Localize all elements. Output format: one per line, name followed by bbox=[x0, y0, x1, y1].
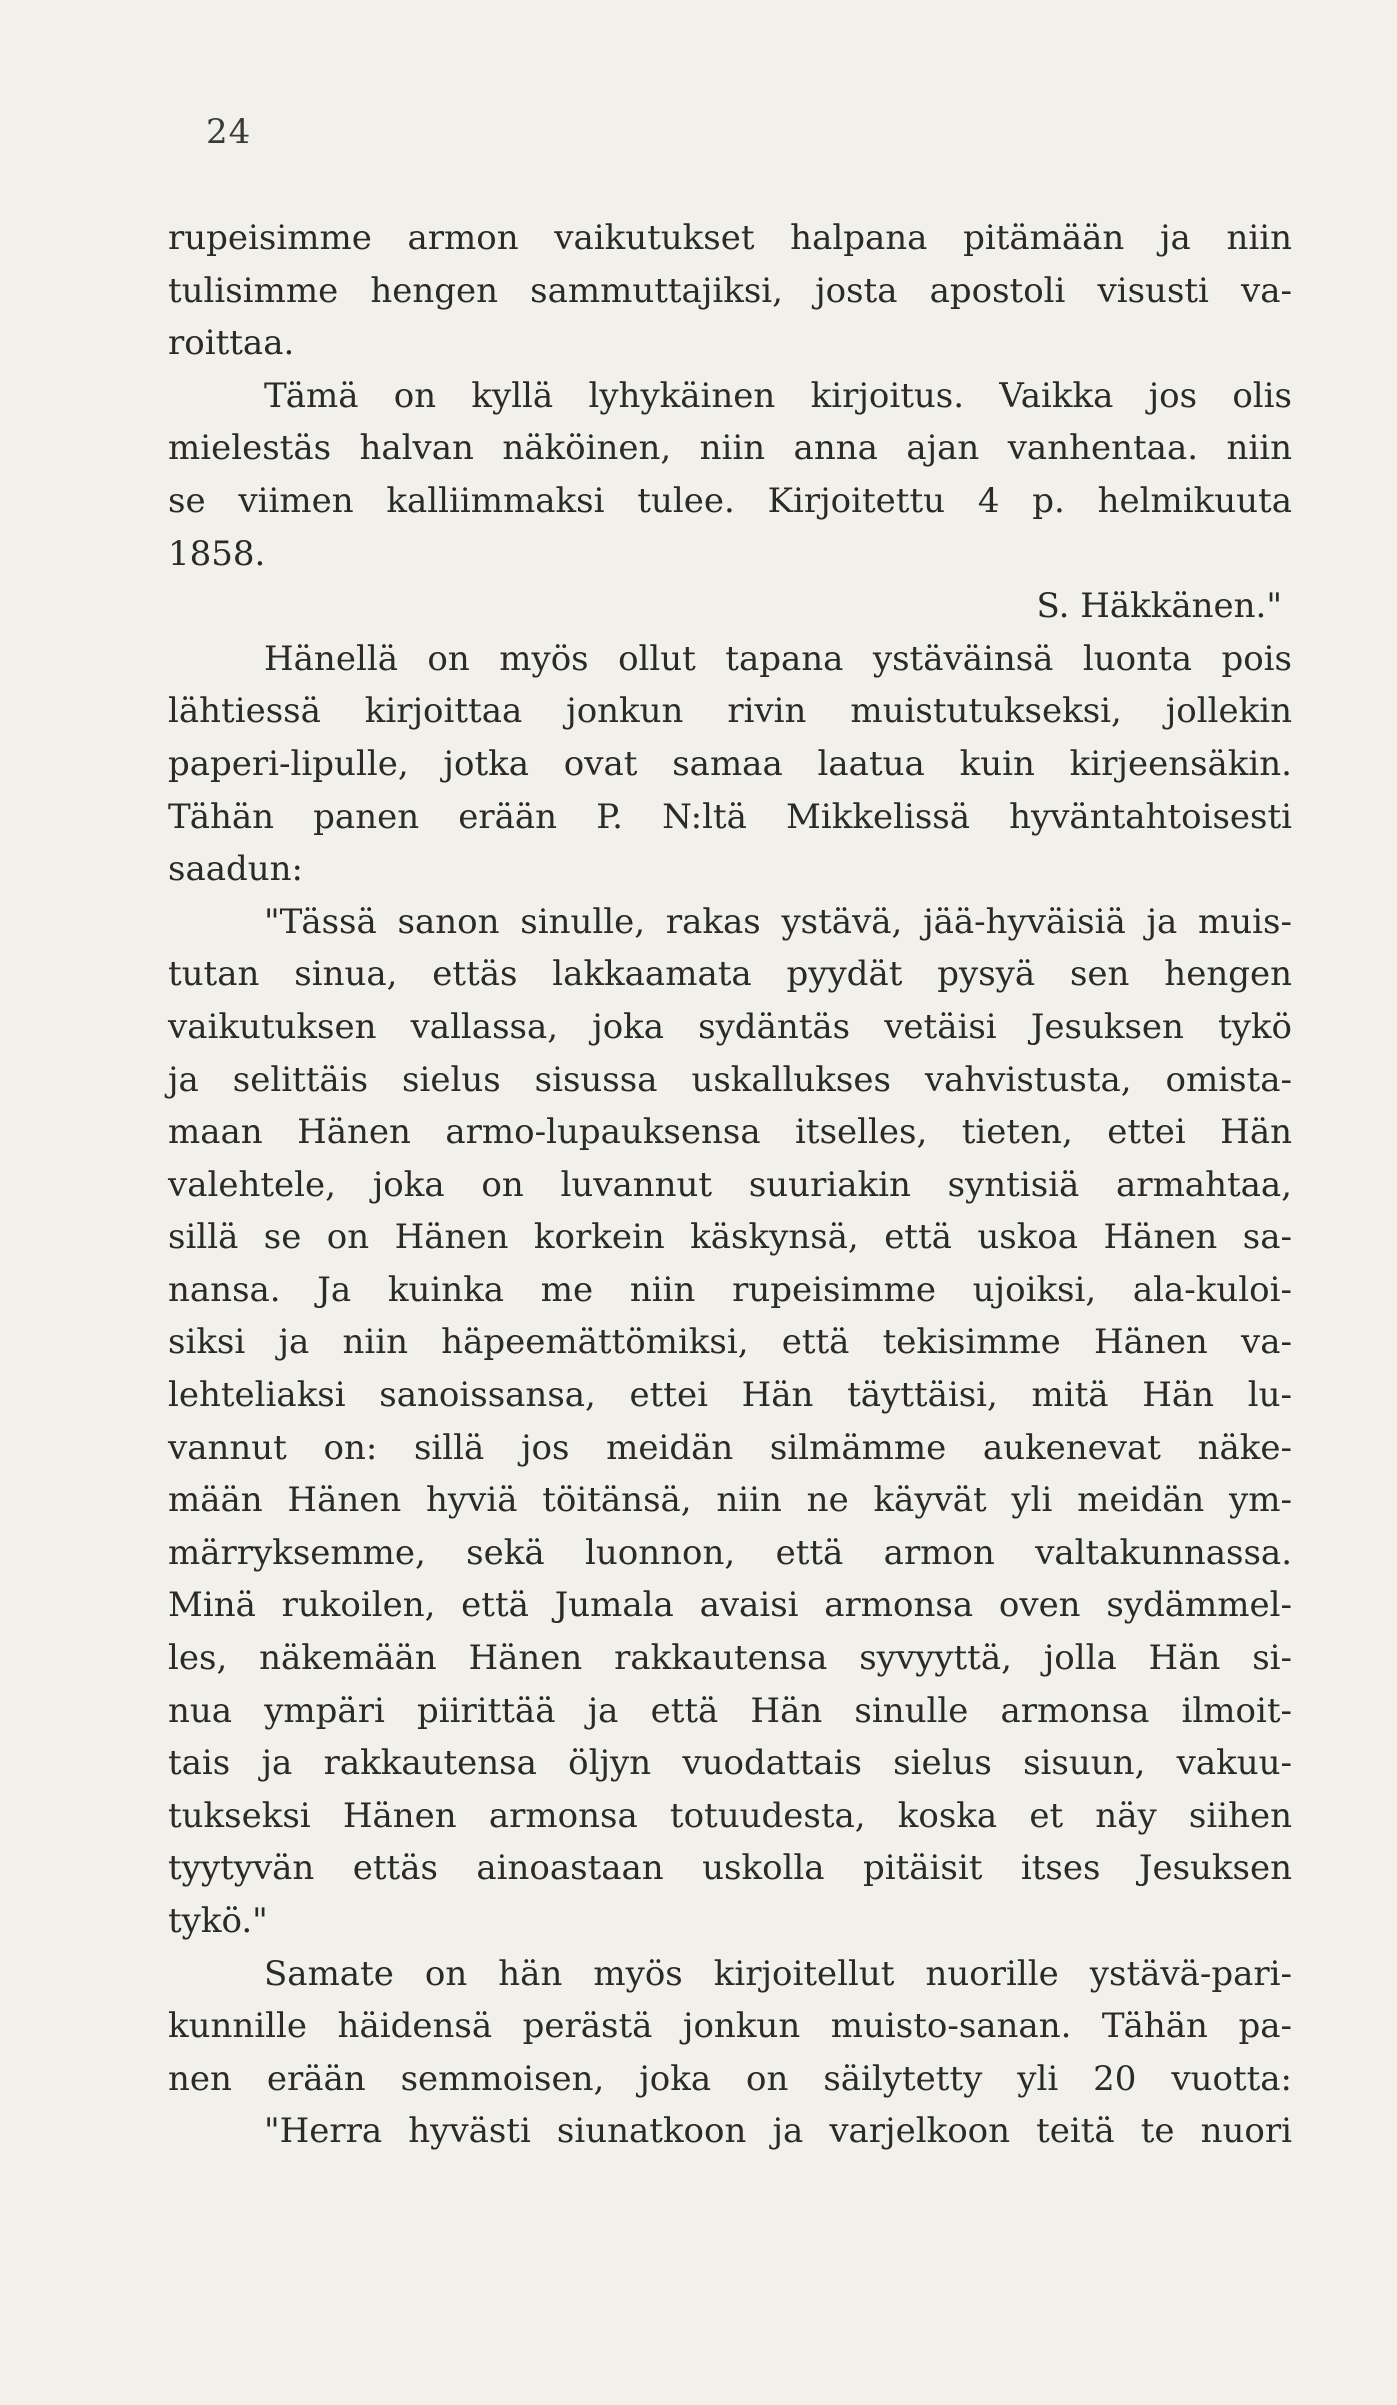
text-line: Hänellä on myös ollut tapana ystäväinsä luonta pois bbox=[264, 638, 1292, 679]
text-line: "Herra hyvästi siunatkoon ja varjelkoon teitä te nuori bbox=[264, 2111, 1292, 2152]
text-line: nansa. Ja kuinka me niin rupeisimme ujoiksi, ala-kuloi- bbox=[168, 1269, 1292, 1310]
text-line: Tähän panen erään P. N:ltä Mikkelissä hyväntahtoisesti bbox=[168, 796, 1292, 837]
text-line: tais ja rakkautensa öljyn vuodattais sielus sisuun, vakuu- bbox=[168, 1743, 1292, 1784]
text-line: saadun: bbox=[168, 849, 304, 890]
text-line: se viimen kalliimmaksi tulee. Kirjoitettu 4 p. helmikuuta bbox=[168, 480, 1292, 521]
text-line: märryksemme, sekä luonnon, että armon valtakunnassa. bbox=[168, 1532, 1292, 1573]
page-number: 24 bbox=[206, 112, 252, 152]
text-line: Tämä on kyllä lyhykäinen kirjoitus. Vaikka jos olis bbox=[264, 375, 1292, 416]
text-line: valehtele, joka on luvannut suuriakin syntisiä armahtaa, bbox=[168, 1164, 1292, 1205]
text-line: tulisimme hengen sammuttajiksi, josta apostoli visusti va- bbox=[168, 270, 1292, 311]
text-line: nua ympäri piirittää ja että Hän sinulle armonsa ilmoit- bbox=[168, 1690, 1292, 1731]
text-line: paperi-lipulle, jotka ovat samaa laatua kuin kirjeensäkin. bbox=[168, 743, 1292, 784]
text-line: rupeisimme armon vaikutukset halpana pitämään ja niin bbox=[168, 218, 1292, 258]
text-line: vannut on: sillä jos meidän silmämme aukenevat näke- bbox=[168, 1427, 1292, 1468]
text-line: mään Hänen hyviä töitänsä, niin ne käyvät yli meidän ym- bbox=[168, 1480, 1292, 1521]
signature-line: S. Häkkänen." bbox=[1036, 586, 1282, 627]
text-line: les, näkemään Hänen rakkautensa syvyyttä, jolla Hän si- bbox=[168, 1638, 1292, 1679]
text-line: maan Hänen armo-lupauksensa itselles, tieten, ettei Hän bbox=[168, 1112, 1292, 1153]
text-line: siksi ja niin häpeemättömiksi, että tekisimme Hänen va- bbox=[168, 1322, 1292, 1363]
text-line: vaikutuksen vallassa, joka sydäntäs vetäisi Jesuksen tykö bbox=[168, 1006, 1292, 1047]
text-line: Samate on hän myös kirjoitellut nuorille ystävä-pari- bbox=[264, 1953, 1292, 1994]
text-line: lähtiessä kirjoittaa jonkun rivin muistutukseksi, jollekin bbox=[168, 691, 1292, 732]
text-line: ja selittäis sielus sisussa uskallukses vahvistusta, omista- bbox=[168, 1059, 1292, 1100]
text-line: kunnille häidensä perästä jonkun muisto-sanan. Tähän pa- bbox=[168, 2006, 1292, 2047]
text-line: "Tässä sanon sinulle, rakas ystävä, jää-hyväisiä ja muis- bbox=[264, 901, 1292, 942]
body-text bbox=[168, 212, 1292, 2158]
text-line: tykö." bbox=[168, 1901, 268, 1941]
text-line: roittaa. bbox=[168, 323, 295, 364]
text-line: lehteliaksi sanoissansa, ettei Hän täyttäisi, mitä Hän lu- bbox=[168, 1375, 1292, 1416]
text-line: tukseksi Hänen armonsa totuudesta, koska et näy siihen bbox=[168, 1795, 1292, 1836]
text-line: Minä rukoilen, että Jumala avaisi armonsa oven sydämmel- bbox=[168, 1585, 1292, 1626]
text-line: sillä se on Hänen korkein käskynsä, että uskoa Hänen sa- bbox=[168, 1217, 1292, 1258]
text-line: nen erään semmoisen, joka on säilytetty yli 20 vuotta: bbox=[168, 2058, 1292, 2099]
text-line: tutan sinua, ettäs lakkaamata pyydät pysyä sen hengen bbox=[168, 954, 1292, 995]
text-line: mielestäs halvan näköinen, niin anna ajan vanhentaa. niin bbox=[168, 428, 1292, 469]
text-line: 1858. bbox=[168, 533, 266, 574]
text-line: tyytyvän ettäs ainoastaan uskolla pitäisit itses Jesuksen bbox=[168, 1848, 1292, 1889]
